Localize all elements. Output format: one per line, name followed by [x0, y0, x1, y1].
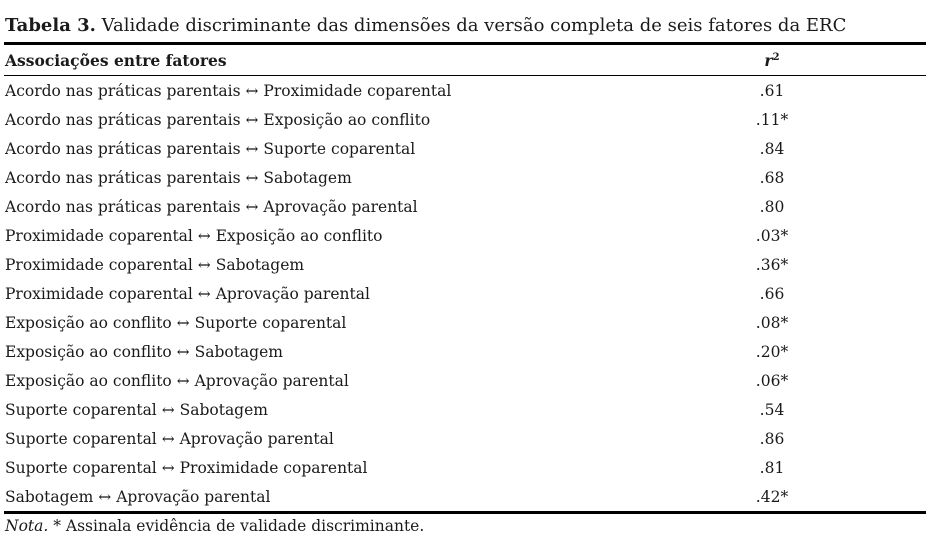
- caption-label: Tabela 3.: [5, 15, 96, 36]
- header-r-superscript: 2: [772, 51, 780, 63]
- r2-value-cell: .81: [759, 458, 785, 477]
- r2-value-cell: .36*: [755, 255, 789, 274]
- header-r2: [741, 44, 926, 76]
- table-row: [4, 105, 926, 134]
- r2-value-cell: .06*: [755, 371, 789, 390]
- caption-text: Validade discriminante das dimensões da versão completa de seis fatores da ERC: [95, 15, 847, 36]
- table-row: [4, 453, 926, 482]
- table-row: [4, 366, 926, 395]
- r2-value-cell: .68: [759, 168, 785, 187]
- table-row: [4, 482, 926, 513]
- association-cell: Acordo nas práticas parentais ↔ Exposição ao conflito: [5, 110, 431, 129]
- note-label: Nota.: [5, 517, 49, 535]
- association-cell: Exposição ao conflito ↔ Aprovação parental: [5, 371, 349, 390]
- header-row: [4, 44, 926, 76]
- r2-value-cell: .61: [759, 81, 785, 100]
- r2-value-cell: .11*: [755, 110, 789, 129]
- header-r-symbol: r: [764, 50, 773, 70]
- r2-value-cell: .03*: [755, 226, 789, 245]
- table-row: [4, 76, 926, 106]
- r2-value-cell: .66: [759, 284, 785, 303]
- association-cell: Proximidade coparental ↔ Exposição ao conflito: [5, 226, 383, 245]
- association-cell: Proximidade coparental ↔ Aprovação parental: [5, 284, 370, 303]
- association-cell: Suporte coparental ↔ Sabotagem: [5, 400, 268, 419]
- table-note: [5, 514, 931, 538]
- association-cell: Acordo nas práticas parentais ↔ Sabotagem: [5, 168, 352, 187]
- association-cell: Acordo nas práticas parentais ↔ Proximidade coparental: [5, 81, 452, 100]
- table-row: [4, 395, 926, 424]
- table-row: [4, 221, 926, 250]
- table-body: [4, 76, 926, 513]
- association-cell: Acordo nas práticas parentais ↔ Aprovação parental: [5, 197, 418, 216]
- association-cell: Suporte coparental ↔ Aprovação parental: [5, 429, 334, 448]
- association-cell: Acordo nas práticas parentais ↔ Suporte coparental: [5, 139, 416, 158]
- r2-value-cell: .54: [759, 400, 785, 419]
- r2-value-cell: .84: [759, 139, 785, 158]
- table-row: [4, 308, 926, 337]
- table-row: [4, 424, 926, 453]
- discriminant-validity-table: [4, 42, 926, 514]
- table-row: [4, 192, 926, 221]
- table-row: [4, 279, 926, 308]
- table-row: [4, 337, 926, 366]
- table-row: [4, 250, 926, 279]
- association-cell: Proximidade coparental ↔ Sabotagem: [5, 255, 305, 274]
- table-row: [4, 163, 926, 192]
- r2-value-cell: .42*: [755, 487, 789, 506]
- table-figure: [4, 0, 931, 538]
- r2-value-cell: .20*: [755, 342, 789, 361]
- table-caption: [5, 14, 931, 38]
- association-cell: Suporte coparental ↔ Proximidade coparental: [5, 458, 368, 477]
- association-cell: Exposição ao conflito ↔ Sabotagem: [5, 342, 283, 361]
- table-row: [4, 134, 926, 163]
- r2-value-cell: .80: [759, 197, 785, 216]
- note-text: * Assinala evidência de validade discriminante.: [48, 517, 425, 535]
- r2-value-cell: .08*: [755, 313, 789, 332]
- association-cell: Exposição ao conflito ↔ Suporte coparental: [5, 313, 347, 332]
- r2-value-cell: .86: [759, 429, 785, 448]
- header-association: Associações entre fatores: [4, 44, 741, 76]
- association-cell: Sabotagem ↔ Aprovação parental: [5, 487, 271, 506]
